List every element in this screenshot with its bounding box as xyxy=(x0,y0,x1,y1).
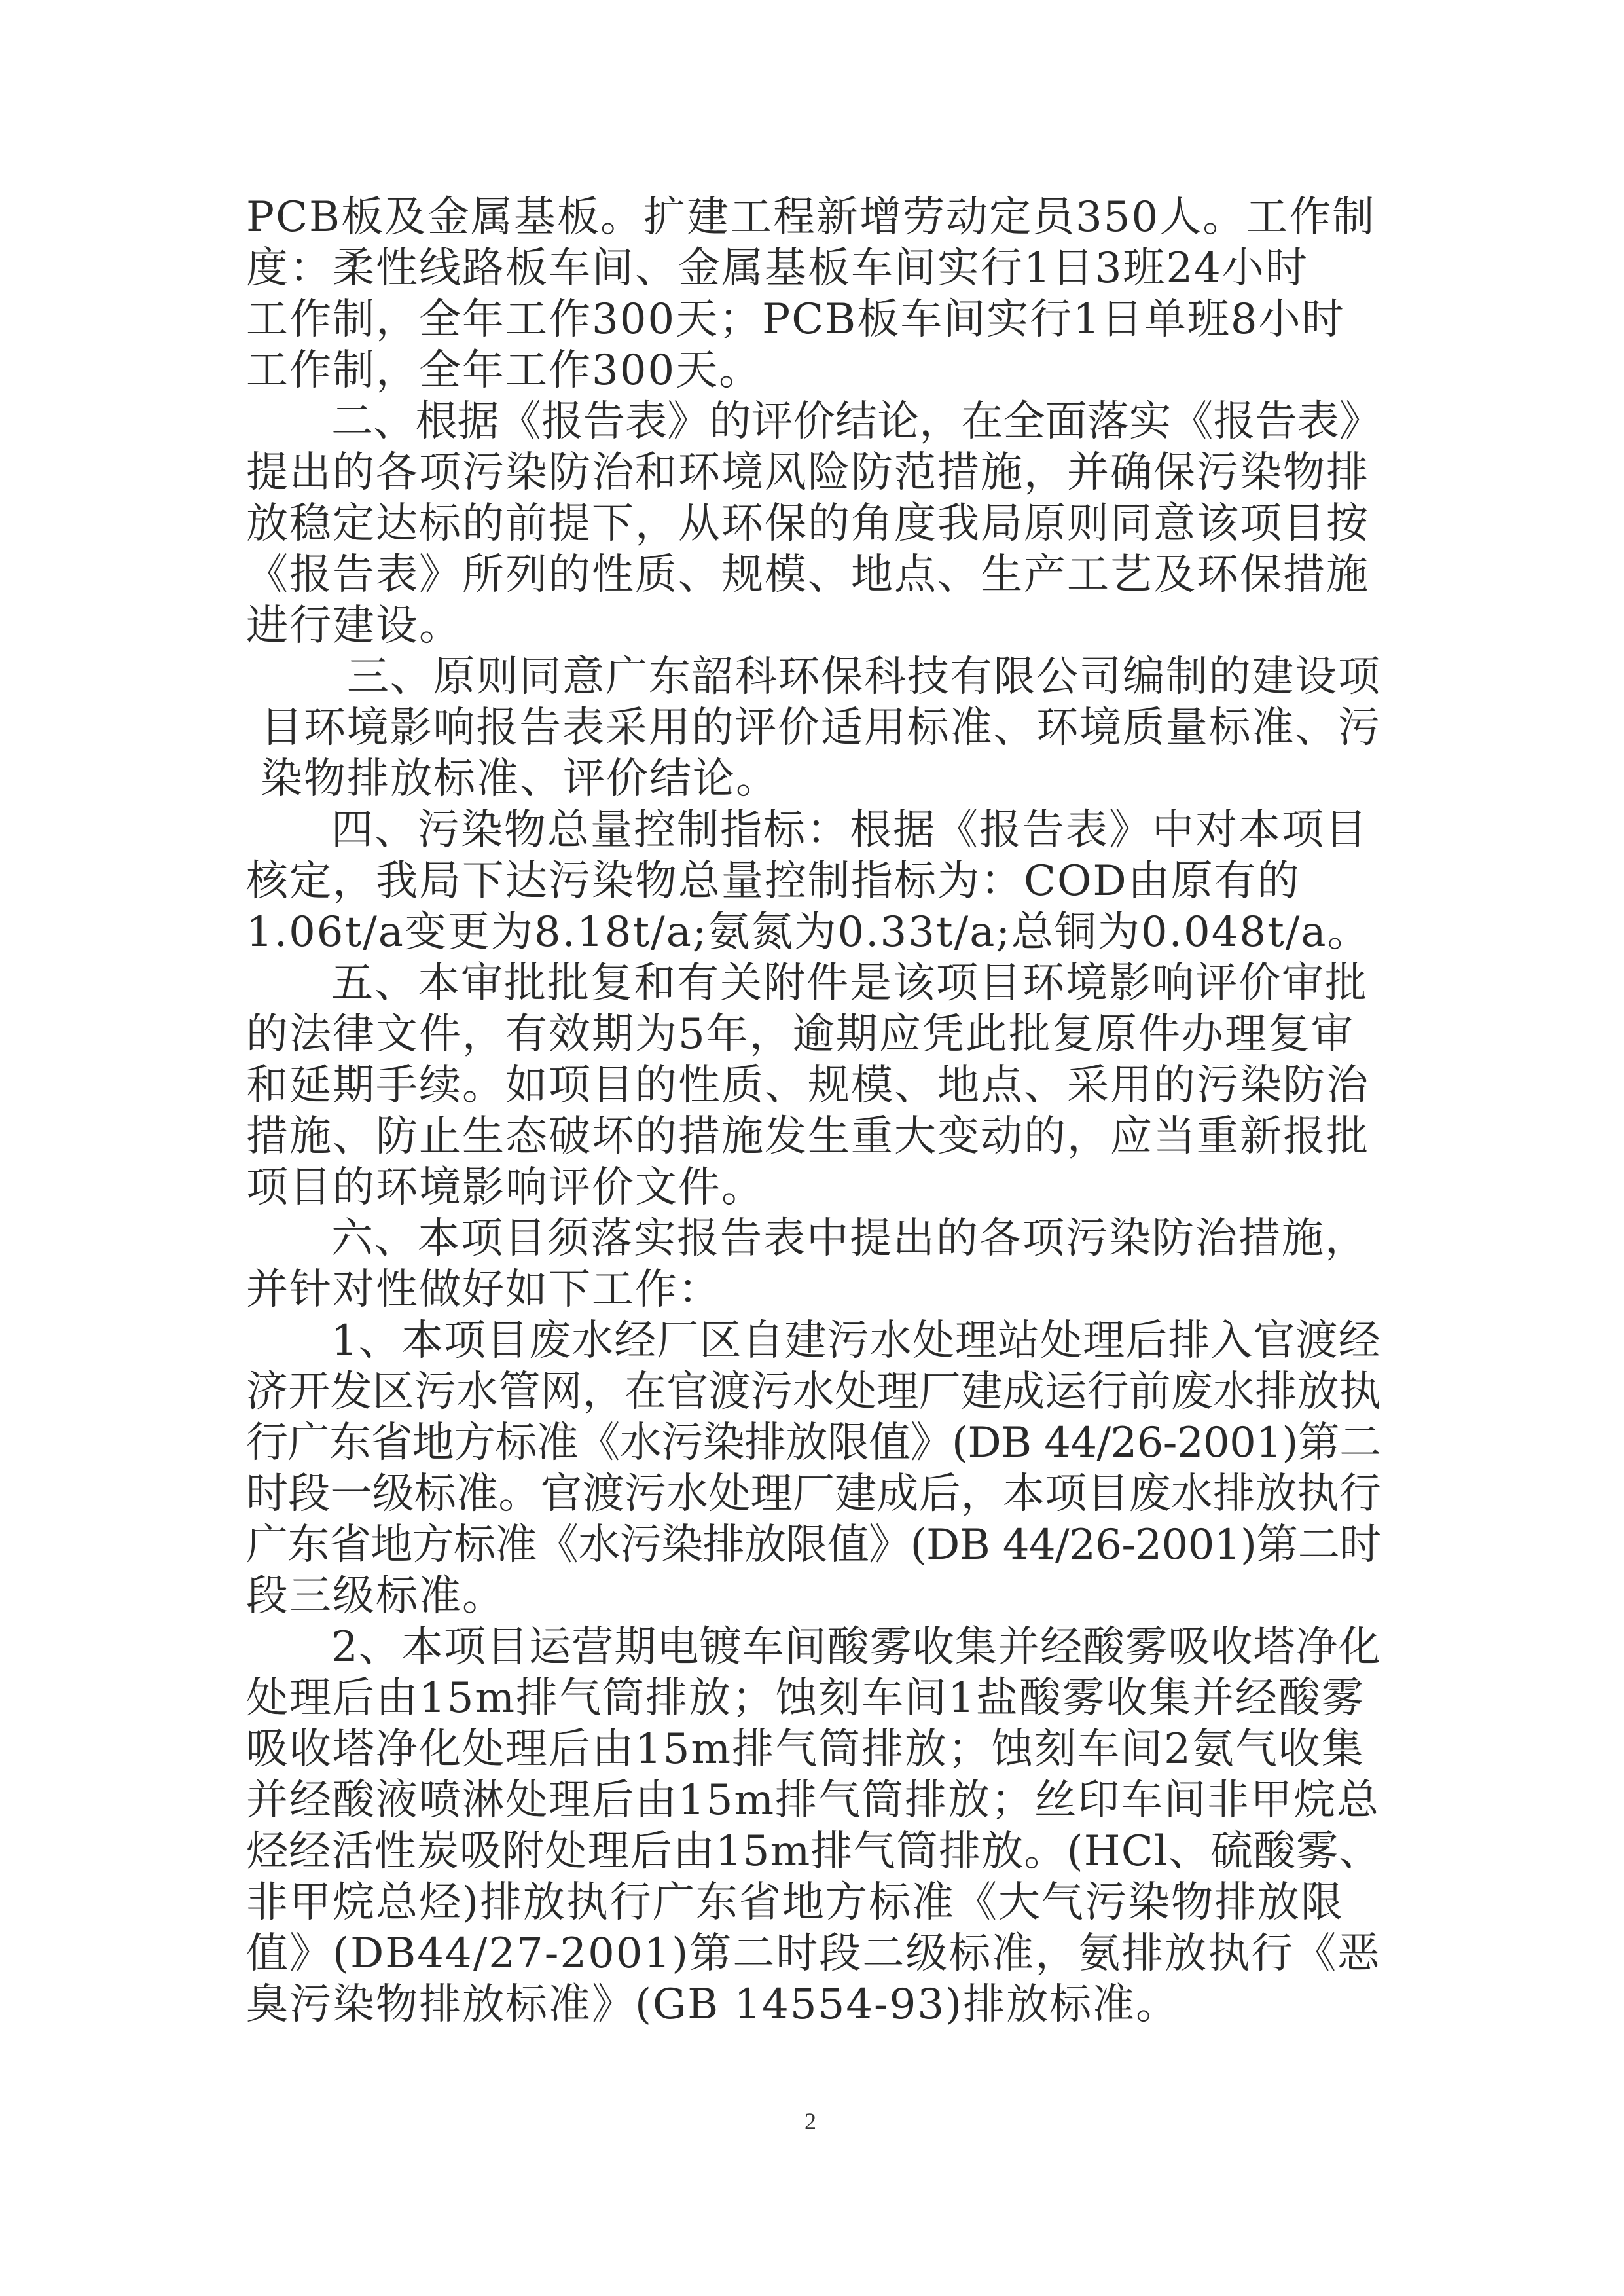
text-line: 四、污染物总量控制指标：根据《报告表》中对本项目 xyxy=(331,806,1368,854)
text-line: 工作制，全年工作300天。 xyxy=(246,346,763,395)
text-line: 《报告表》所列的性质、规模、地点、生产工艺及环保措施 xyxy=(246,551,1369,599)
text-line: 染物排放标准、评价结论。 xyxy=(261,755,779,803)
text-line: 项目的环境影响评价文件。 xyxy=(246,1163,765,1212)
text-line: 臭污染物排放标准》(GB 14554-93)排放标准。 xyxy=(246,1980,1180,2029)
text-line: 的法律文件，有效期为5年，逾期应凭此批复原件办理复审 xyxy=(246,1010,1354,1059)
text-line: 2、本项目运营期电镀车间酸雾收集并经酸雾吸收塔净化 xyxy=(331,1623,1381,1671)
text-line: 吸收塔净化处理后由15m排气筒排放；蚀刻车间2氨气收集 xyxy=(246,1725,1365,1774)
text-line: 工作制，全年工作300天；PCB板车间实行1日单班8小时 xyxy=(246,295,1345,344)
text-line: 广东省地方标准《水污染排放限值》(DB 44/26-2001)第二时 xyxy=(246,1521,1381,1569)
text-line: 措施、防止生态破坏的措施发生重大变动的，应当重新报批 xyxy=(246,1112,1369,1161)
text-line: 值》(DB44/27-2001)第二时段二级标准，氨排放执行《恶 xyxy=(246,1929,1381,1978)
text-line: 段三级标准。 xyxy=(246,1572,505,1620)
text-line: 行广东省地方标准《水污染排放限值》(DB 44/26-2001)第二 xyxy=(246,1419,1381,1467)
text-line: 核定，我局下达污染物总量控制指标为：COD由原有的 xyxy=(246,857,1301,905)
text-line: 三、原则同意广东韶科环保科技有限公司编制的建设项 xyxy=(347,653,1381,701)
text-line: 非甲烷总烃)排放执行广东省地方标准《大气污染物排放限 xyxy=(246,1878,1344,1927)
text-line: 度：柔性线路板车间、金属基板车间实行1日3班24小时 xyxy=(246,244,1308,293)
text-line: 并针对性做好如下工作： xyxy=(246,1266,721,1314)
text-line: 和延期手续。如项目的性质、规模、地点、采用的污染防治 xyxy=(246,1061,1369,1110)
text-line: PCB板及金属基板。扩建工程新增劳动定员350人。工作制 xyxy=(246,193,1376,242)
text-line: 1、本项目废水经厂区自建污水处理站处理后排入官渡经 xyxy=(331,1317,1381,1365)
text-line: 并经酸液喷淋处理后由15m排气筒排放；丝印车间非甲烷总 xyxy=(246,1776,1380,1825)
page-number: 2 xyxy=(804,2108,816,2134)
text-line: 五、本审批批复和有关附件是该项目环境影响评价审批 xyxy=(331,959,1368,1008)
text-line: 提出的各项污染防治和环境风险防范措施，并确保污染物排 xyxy=(246,448,1369,497)
text-line: 二、根据《报告表》的评价结论，在全面落实《报告表》 xyxy=(331,397,1381,446)
text-line: 六、本项目须落实报告表中提出的各项污染防治措施， xyxy=(331,1214,1368,1263)
text-line: 进行建设。 xyxy=(246,602,462,650)
text-line: 1.06t/a变更为8.18t/a;氨氮为0.33t/a;总铜为0.048t/a。 xyxy=(246,908,1371,957)
text-line: 烃经活性炭吸附处理后由15m排气筒排放。(HCl、硫酸雾、 xyxy=(246,1827,1382,1876)
text-line: 处理后由15m排气筒排放；蚀刻车间1盐酸雾收集并经酸雾 xyxy=(246,1674,1365,1722)
text-line: 目环境影响报告表采用的评价适用标准、环境质量标准、污 xyxy=(261,704,1381,752)
text-line: 放稳定达标的前提下，从环保的角度我局原则同意该项目按 xyxy=(246,500,1369,548)
text-line: 时段一级标准。官渡污水处理厂建成后，本项目废水排放执行 xyxy=(246,1470,1381,1518)
text-line: 济开发区污水管网，在官渡污水处理厂建成运行前废水排放执 xyxy=(246,1368,1381,1416)
